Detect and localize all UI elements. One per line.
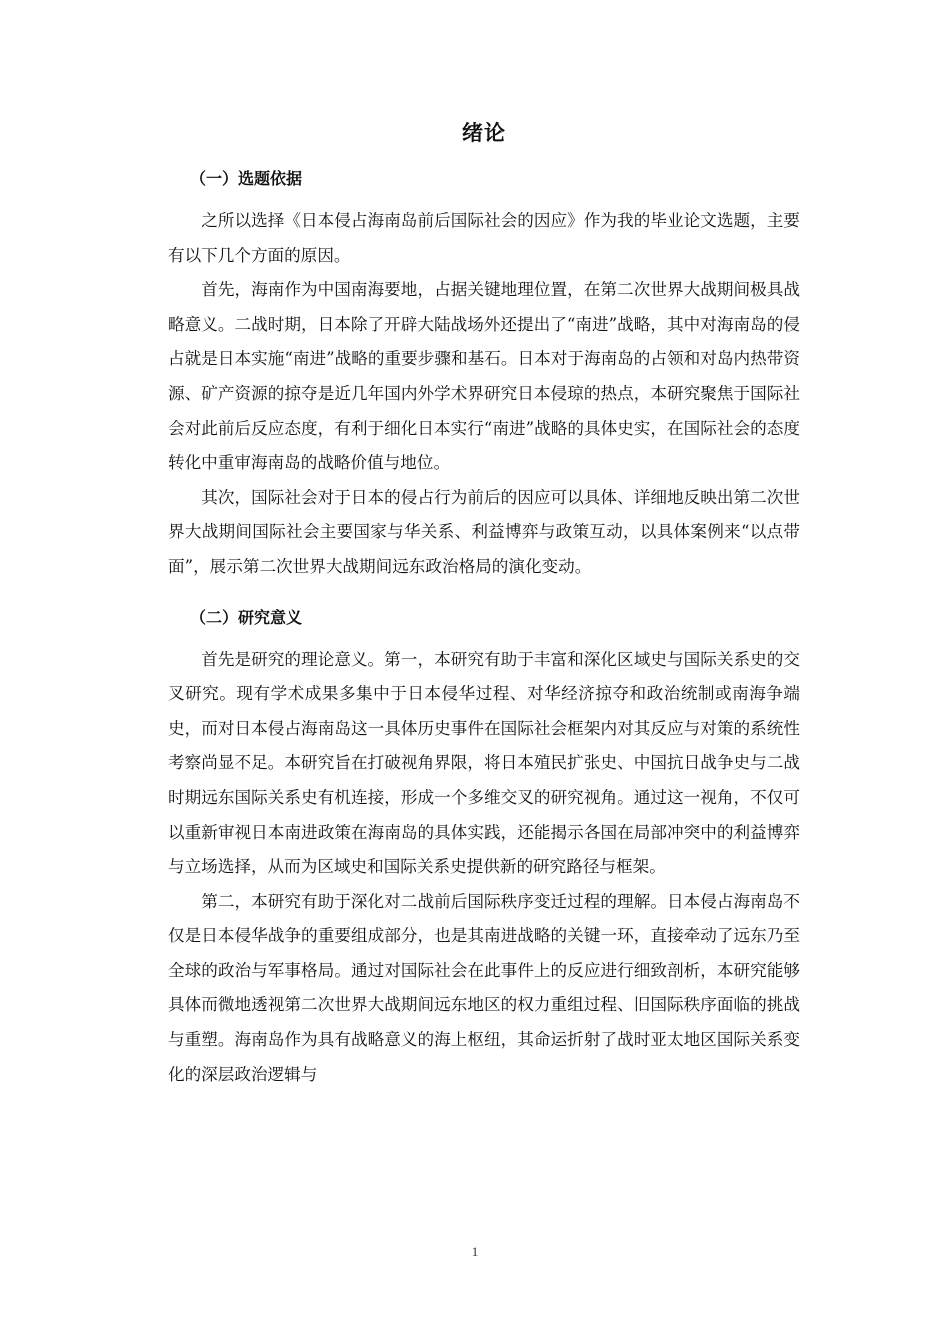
paragraph: 首先是研究的理论意义。第一，本研究有助于丰富和深化区域史与国际关系史的交叉研究。现有学术成果多集中于日本侵华过程、对华经济掠夺和政治统制或南海争端史，而对日本侵占海南岛这一具体历史事件在国际社会框架内对其反应与对策的系统性考察尚显不足。本研究旨在打破视角界限，将日本殖民扩张史、中国抗日战争史与二战时期远东国际关系史有机连接，形成一个多维交叉的研究视角。通过这一视角，不仅可以重新审视日本南进政策在海南岛的具体实践，还能揭示各国在局部冲突中的利益博弈与立场选择，从而为区域史和国际关系史提供新的研究路径与框架。 [168, 649, 800, 877]
paragraph: 之所以选择《日本侵占海南岛前后国际社会的因应》作为我的毕业论文选题，主要有以下几个方面的原因。 [168, 211, 800, 265]
paragraph: 第二，本研究有助于深化对二战前后国际秩序变迁过程的理解。日本侵占海南岛不仅是日本侵华战争的重要组成部分，也是其南进战略的关键一环，直接牵动了远东乃至全球的政治与军事格局。通过对国际社会在此事件上的反应进行细致剖析，本研究能够具体而微地透视第二次世界大战期间远东地区的权力重组过程、旧国际秩序面临的挑战与重塑。海南岛作为具有战略意义的海上枢纽，其命运折射了战时亚太地区国际关系变化的深层政治逻辑与 [168, 891, 800, 1084]
page-content [168, 118, 800, 1092]
document-title: 绪论 [462, 121, 506, 145]
section-basis [168, 166, 800, 585]
section-heading-basis: （一）选题依据 [190, 169, 303, 188]
section-heading-significance: （二）研究意义 [190, 607, 303, 627]
page-number: 1 [471, 1244, 479, 1259]
paragraph: 其次，国际社会对于日本的侵占行为前后的因应可以具体、详细地反映出第二次世界大战期间国际社会主要国家与华关系、利益博弈与政策互动，以具体案例来“以点带面”，展示第二次世界大战期间远东政治格局的演化变动。 [168, 487, 800, 576]
section-significance [168, 605, 800, 1093]
paragraph: 首先，海南作为中国南海要地，占据关键地理位置，在第二次世界大战期间极具战略意义。二战时期，日本除了开辟大陆战场外还提出了“南进”战略，其中对海南岛的侵占就是日本实施“南进”战略的重要步骤和基石。日本对于海南岛的占领和对岛内热带资源、矿产资源的掠夺是近几年国内外学术界研究日本侵琼的热点，本研究聚焦于国际社会对此前后反应态度，有利于细化日本实行“南进”战略的具体史实，在国际社会的态度转化中重审海南岛的战略价值与地位。 [168, 280, 800, 473]
